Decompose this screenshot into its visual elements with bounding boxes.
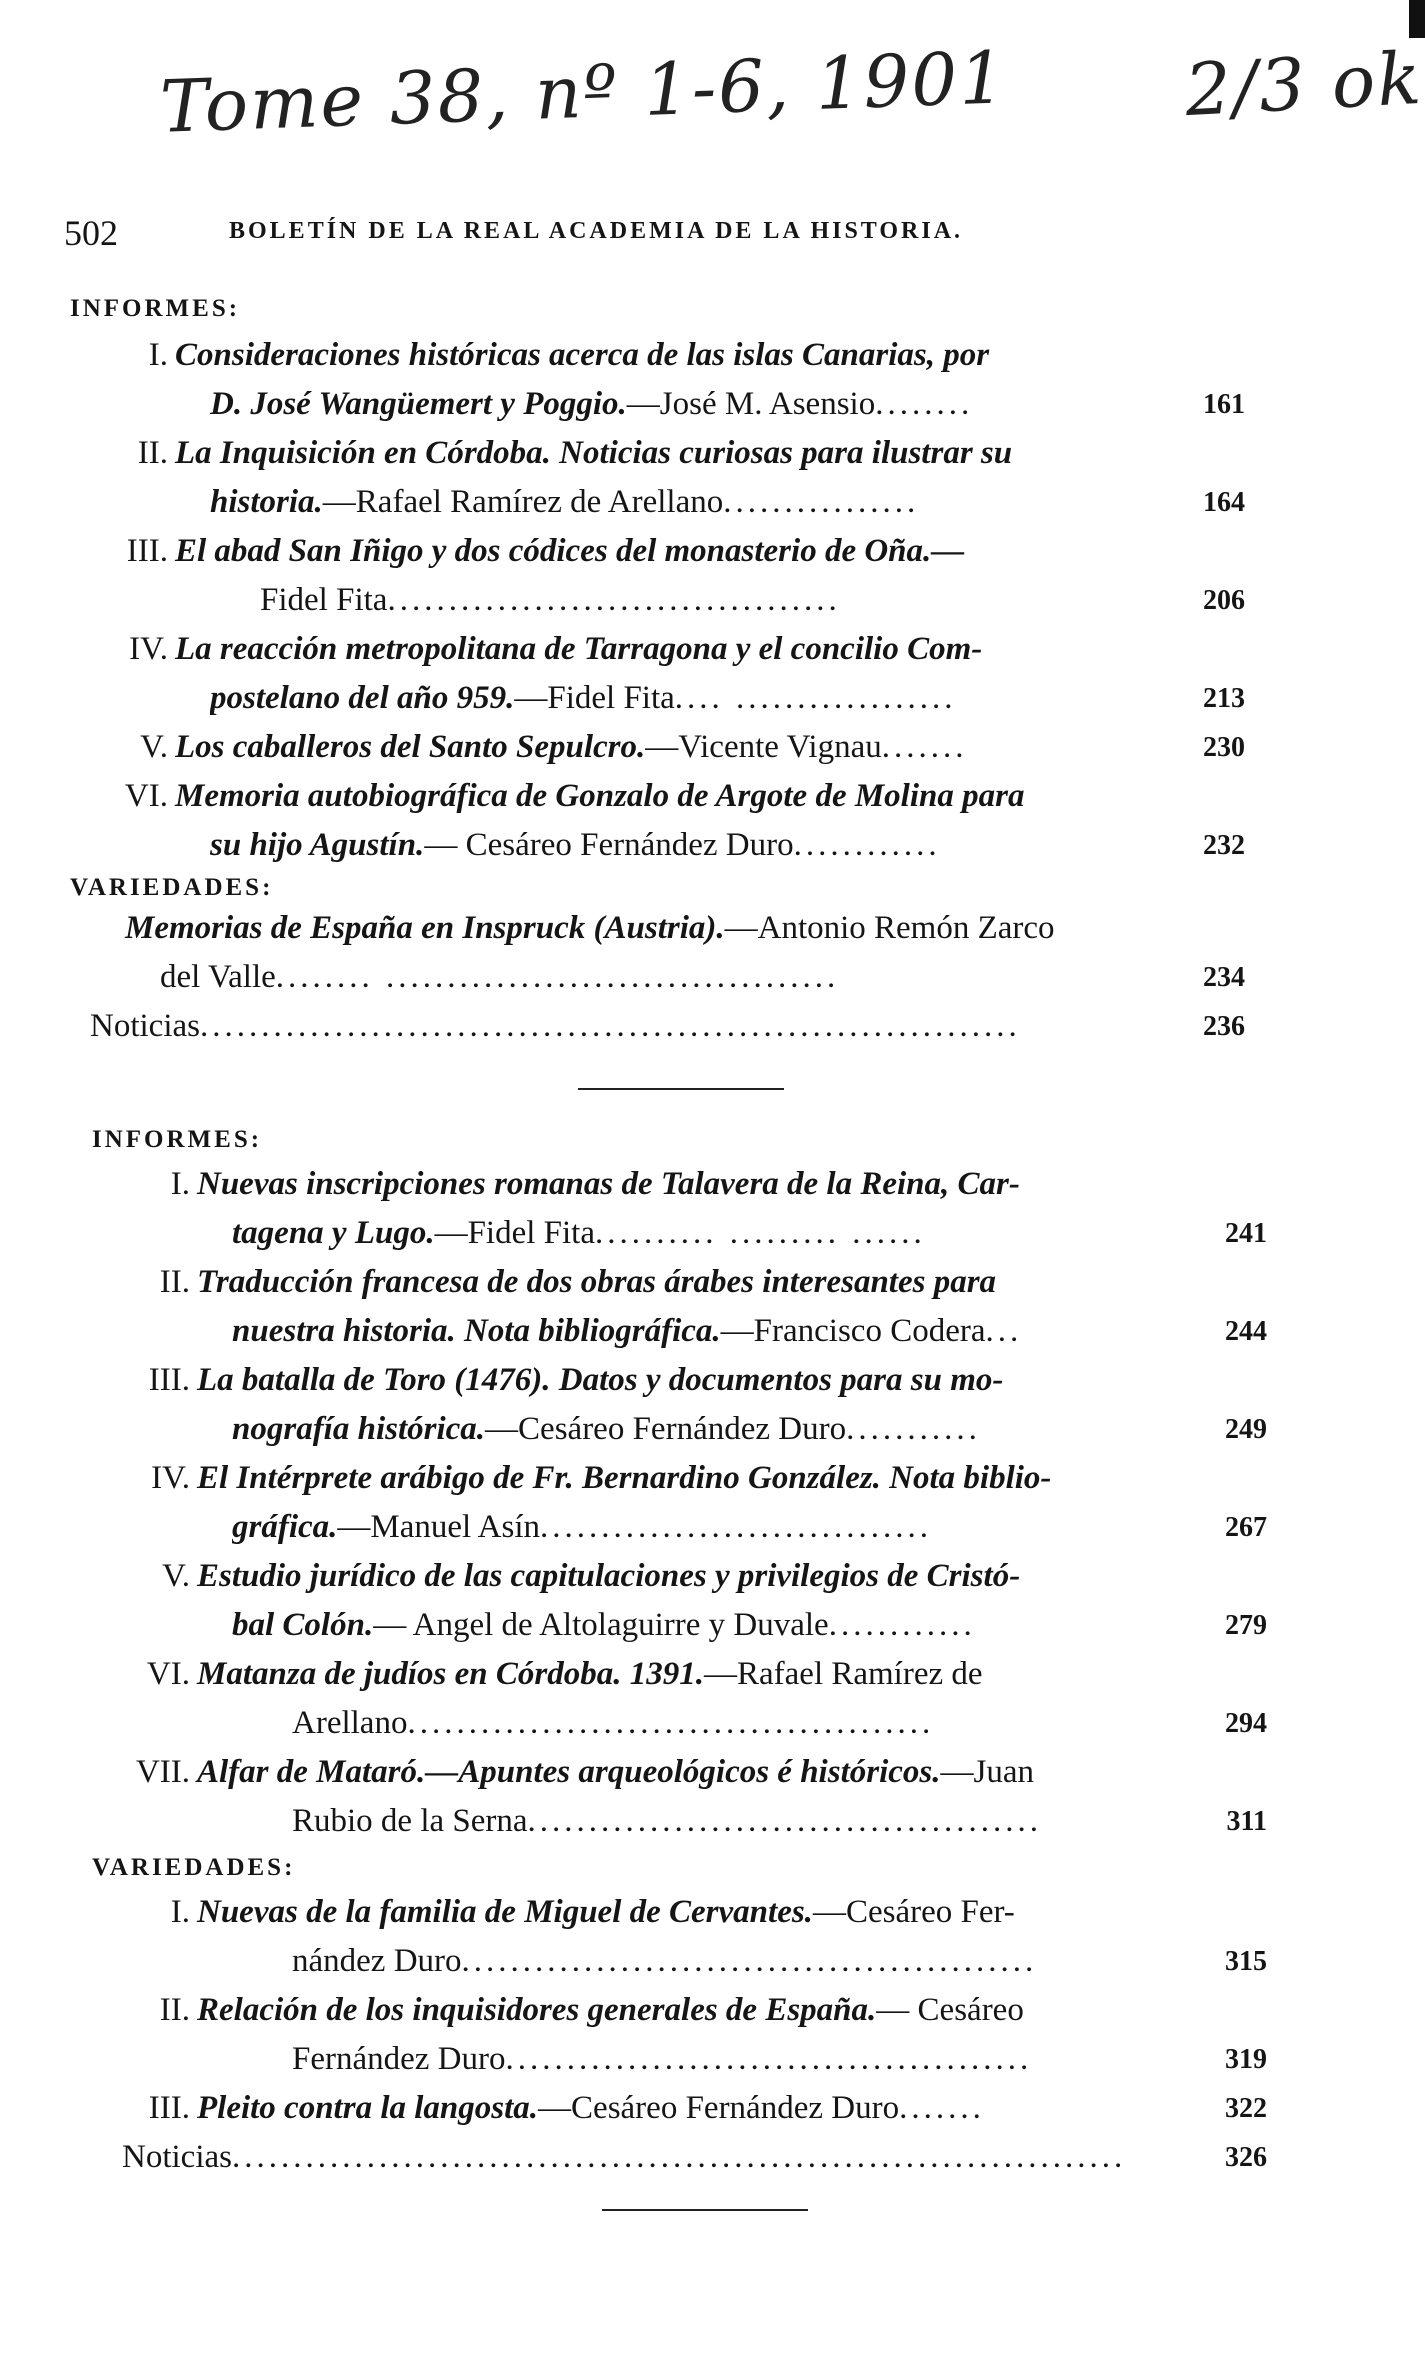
table-of-contents-section-2 <box>92 1124 1267 2178</box>
section-divider <box>578 1088 784 1090</box>
dot-leaders: .... .................. <box>674 680 957 716</box>
entry-second-line <box>160 953 1120 1002</box>
entry-line <box>197 1888 1237 1937</box>
entry-number: I. <box>148 337 168 373</box>
toc-entry <box>70 625 1245 723</box>
toc-entry <box>92 1650 1267 1748</box>
entry-number: IV. <box>129 631 168 667</box>
scan-edge-mark <box>1409 0 1425 38</box>
entry-second-line <box>232 1307 1192 1356</box>
entry-author-continuation: Fernández Duro <box>292 2041 506 2077</box>
entry-number: VII. <box>135 1754 190 1790</box>
dot-leaders: ................................................................... <box>199 1008 1021 1044</box>
entry-second-line <box>210 674 1170 723</box>
toc-entry <box>92 2084 1267 2133</box>
entry-number: I. <box>170 1166 190 1202</box>
entry-second-line <box>210 478 1170 527</box>
toc-entry <box>92 1258 1267 1356</box>
page-reference: 311 <box>1226 1806 1267 1837</box>
page-reference: 234 <box>1203 962 1245 993</box>
entry-author: —Fidel Fita <box>514 680 675 716</box>
page-reference: 236 <box>1203 1011 1245 1042</box>
entry-title: La Inquisición en Córdoba. Noticias curiosas para ilustrar su <box>175 435 1013 471</box>
toc-entry <box>92 1986 1267 2084</box>
page-reference: 326 <box>1225 2142 1267 2173</box>
dot-leaders: ........ <box>875 386 974 422</box>
entry-second-line <box>292 1797 1252 1846</box>
entry-title: El Intérprete arábigo de Fr. Bernardino González. Nota biblio- <box>197 1460 1052 1496</box>
entry-second-line <box>292 2035 1252 2084</box>
entry-author: —Rafael Ramírez de Arellano <box>322 484 724 520</box>
entry-line <box>197 1650 1237 1699</box>
page-reference: 161 <box>1203 389 1245 420</box>
toc-entry <box>70 772 1245 870</box>
entry-title: Matanza de judíos en Córdoba. 1391. <box>197 1656 704 1692</box>
dot-leaders: ................................ <box>539 1509 932 1545</box>
entry-author: —Manuel Asín <box>337 1509 540 1545</box>
entry-author: —Rafael Ramírez de <box>704 1656 983 1692</box>
entry-title: Memoria autobiográfica de Gonzalo de Argote de Molina para <box>175 778 1025 814</box>
page-reference: 319 <box>1225 2044 1267 2075</box>
toc-entry-noticias <box>92 2133 1267 2182</box>
page-reference: 249 <box>1225 1414 1267 1445</box>
entry-number: IV. <box>151 1460 190 1496</box>
entry-line <box>125 904 1195 953</box>
dot-leaders: ....... <box>899 2090 985 2126</box>
handwritten-volume-note: Tome 38, nº 1-6, 1901 <box>158 35 1009 149</box>
entry-second-line <box>210 380 1170 429</box>
entry-second-line <box>210 821 1170 870</box>
entry-number: III. <box>126 533 168 569</box>
informes-heading: INFORMES: <box>70 295 241 322</box>
page-number: 502 <box>64 213 118 253</box>
entry-line <box>122 2133 1182 2182</box>
entry-second-line <box>292 1937 1252 1986</box>
entry-second-line <box>292 1699 1252 1748</box>
toc-entry <box>92 1160 1267 1258</box>
dot-leaders: ............ <box>828 1607 976 1643</box>
entry-author: —Juan <box>940 1754 1034 1790</box>
entry-number: II. <box>159 1264 190 1300</box>
entry-author-continuation: Rubio de la Serna <box>292 1803 528 1839</box>
entry-author: —José M. Asensio <box>626 386 876 422</box>
entry-title: Estudio jurídico de las capitulaciones y privilegios de Cristó- <box>197 1558 1021 1594</box>
entry-line <box>197 1986 1237 2035</box>
entry-author: Fidel Fita <box>260 582 388 618</box>
dot-leaders: ........ ..................................... <box>275 959 840 995</box>
entry-author: —Vicente Vignau <box>645 729 882 765</box>
entry-author: — Cesáreo Fernández Duro <box>424 827 794 863</box>
entry-title: La reacción metropolitana de Tarragona y el concilio Com- <box>175 631 983 667</box>
entry-title: Traducción francesa de dos obras árabes interesantes para <box>197 1264 997 1300</box>
entry-second-line <box>260 576 1220 625</box>
entry-author: —Cesáreo Fernández Duro <box>485 1411 847 1447</box>
dot-leaders: ..................................... <box>387 582 841 618</box>
entry-line <box>90 1002 1150 1051</box>
page-reference: 206 <box>1203 585 1245 616</box>
dot-leaders: ......................................................................... <box>231 2139 1127 2175</box>
page-reference: 230 <box>1203 732 1245 763</box>
entry-title-continuation: nografía histórica. <box>232 1411 486 1447</box>
informes-heading: INFORMES: <box>92 1126 263 1153</box>
entry-line <box>175 723 1125 772</box>
toc-entry <box>92 1356 1267 1454</box>
entry-title: Nuevas de la familia de Miguel de Cervantes. <box>197 1894 813 1930</box>
entry-title: Nuevas inscripciones romanas de Talavera de la Reina, Car- <box>197 1166 1020 1202</box>
entry-title-continuation: D. José Wangüemert y Poggio. <box>210 386 627 422</box>
entry-author: — Cesáreo <box>876 1992 1024 2028</box>
page-reference: 241 <box>1225 1218 1267 1249</box>
entry-title: Pleito contra la langosta. <box>197 2090 539 2126</box>
variedades-heading: VARIEDADES: <box>70 874 274 901</box>
page-reference: 322 <box>1225 2093 1267 2124</box>
entry-title-continuation: postelano del año 959. <box>210 680 515 716</box>
entry-number: I. <box>170 1894 190 1930</box>
page-reference: 213 <box>1203 683 1245 714</box>
entry-title: Relación de los inquisidores generales de España. <box>197 1992 877 2028</box>
entry-author: —Fidel Fita <box>434 1215 596 1251</box>
entry-line <box>197 1748 1237 1797</box>
entry-title-continuation: su hijo Agustín. <box>210 827 425 863</box>
dot-leaders: ... <box>985 1313 1023 1349</box>
dot-leaders: ............................................... <box>461 1943 1038 1979</box>
toc-entry <box>70 527 1245 625</box>
dot-leaders: ........... <box>846 1411 981 1447</box>
entry-title-continuation: nuestra historia. Nota bibliográfica. <box>232 1313 721 1349</box>
dot-leaders: ....... <box>881 729 968 765</box>
entry-title: Memorias de España en Inspruck (Austria). <box>125 910 725 946</box>
noticias-label: Noticias <box>122 2139 232 2175</box>
page-reference: 315 <box>1225 1946 1267 1977</box>
page-reference: 294 <box>1225 1708 1267 1739</box>
entry-author-continuation: nández Duro <box>292 1943 462 1979</box>
entry-second-line <box>232 1601 1192 1650</box>
entry-title: El abad San Iñigo y dos códices del monasterio de Oña.— <box>175 533 965 569</box>
page-header <box>64 212 1264 262</box>
noticias-label: Noticias <box>90 1008 200 1044</box>
entry-number: VI. <box>146 1656 190 1692</box>
entry-author: —Antonio Remón Zarco <box>724 910 1055 946</box>
entry-number: V. <box>140 729 168 765</box>
entry-author-continuation: del Valle <box>160 959 276 995</box>
toc-entry <box>70 723 1245 772</box>
entry-author-continuation: Arellano <box>292 1705 408 1741</box>
entry-second-line <box>232 1209 1192 1258</box>
entry-title: Consideraciones históricas acerca de las islas Canarias, por <box>175 337 990 373</box>
toc-entry-noticias <box>70 1002 1245 1051</box>
table-of-contents-section-1 <box>70 293 1245 1051</box>
toc-entry <box>92 1888 1267 1986</box>
handwritten-check-note: 2/3 ok <box>1182 35 1425 133</box>
entry-author: — Angel de Altolaguirre y Duvale <box>373 1607 829 1643</box>
dot-leaders: .......... ......... ...... <box>595 1215 926 1251</box>
entry-line <box>197 2084 1157 2133</box>
entry-title-continuation: bal Colón. <box>232 1607 374 1643</box>
entry-author: —Francisco Codera <box>720 1313 986 1349</box>
entry-number: V. <box>162 1558 190 1594</box>
entry-title-continuation: tagena y Lugo. <box>232 1215 435 1251</box>
toc-entry <box>92 1748 1267 1846</box>
toc-entry <box>92 1454 1267 1552</box>
running-title: BOLETÍN DE LA REAL ACADEMIA DE LA HISTORIA. <box>229 218 964 244</box>
page-reference: 244 <box>1225 1316 1267 1347</box>
dot-leaders: .......................................... <box>527 1803 1043 1839</box>
entry-author: —Cesáreo Fer- <box>812 1894 1015 1930</box>
toc-entry <box>70 331 1245 429</box>
dot-leaders: ........................................... <box>505 2041 1033 2077</box>
toc-entry <box>70 429 1245 527</box>
entry-title: Alfar de Mataró.—Apuntes arqueológicos é históricos. <box>197 1754 941 1790</box>
page-reference: 164 <box>1203 487 1245 518</box>
entry-title: Los caballeros del Santo Sepulcro. <box>175 729 646 765</box>
variedades-heading: VARIEDADES: <box>92 1854 296 1881</box>
dot-leaders: ............ <box>793 827 941 863</box>
closing-divider <box>602 2209 808 2211</box>
entry-second-line <box>232 1405 1192 1454</box>
entry-number: VI. <box>124 778 168 814</box>
entry-author: —Cesáreo Fernández Duro <box>538 2090 900 2126</box>
entry-title: La batalla de Toro (1476). Datos y documentos para su mo- <box>197 1362 1004 1398</box>
page-reference: 232 <box>1203 830 1245 861</box>
toc-entry <box>92 1552 1267 1650</box>
dot-leaders: ................ <box>723 484 920 520</box>
entry-number: III. <box>148 1362 190 1398</box>
toc-entry <box>70 904 1245 1002</box>
entry-title-continuation: gráfica. <box>232 1509 338 1545</box>
dot-leaders: ........................................... <box>407 1705 935 1741</box>
page-reference: 279 <box>1225 1610 1267 1641</box>
entry-number: II. <box>137 435 168 471</box>
entry-number: III. <box>148 2090 190 2126</box>
entry-second-line <box>232 1503 1192 1552</box>
entry-title-continuation: historia. <box>210 484 323 520</box>
page-reference: 267 <box>1225 1512 1267 1543</box>
entry-number: II. <box>159 1992 190 2028</box>
